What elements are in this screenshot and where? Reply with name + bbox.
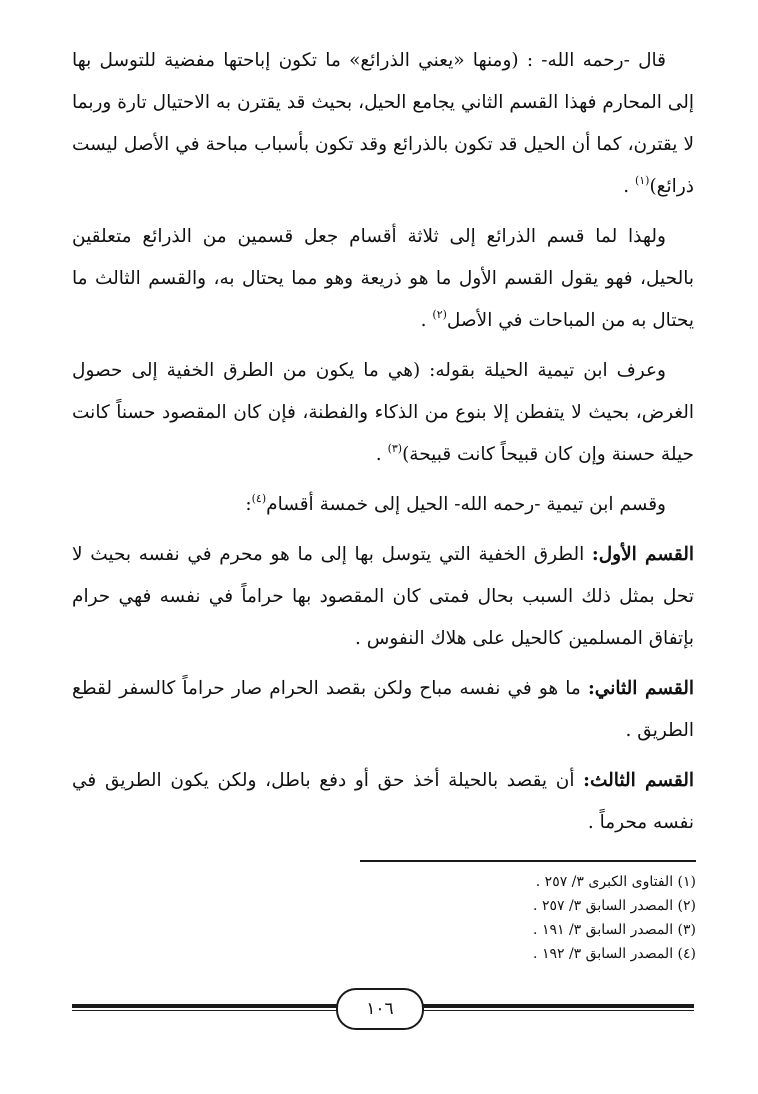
- footnote-ref-4[interactable]: (٤): [251, 492, 267, 505]
- text-run: أن يقصد بالحيلة أخذ حق أو دفع باطل، ولكن يكون الطريق في نفسه محرماً .: [72, 770, 694, 833]
- paragraph-five-divisions: [72, 484, 694, 526]
- paragraph-dharai-division: [72, 216, 694, 342]
- division-heading: القسم الثاني:: [587, 678, 694, 699]
- page-number: ١٠٦: [336, 988, 424, 1030]
- footnote-ref-2[interactable]: (٢): [432, 308, 447, 321]
- division-heading: القسم الأول:: [591, 544, 694, 565]
- footnote-4: (٤) المصدر السابق ٣/ ١٩٢ .: [533, 946, 696, 962]
- footnote-separator: [360, 860, 696, 862]
- footnote-3: (٣) المصدر السابق ٣/ ١٩١ .: [533, 922, 696, 938]
- text-run: قال -رحمه الله- : (ومنها «يعني الذرائع» ما تكون إباحتها مفضية للتوسل بها إلى المحارم فهذا القسم الثاني يجامع الحيل، بحيث قد يقترن به الاحتيال تارة وربما لا يقترن، كما أن الحيل قد تكون بالذرائع وقد تكون بأسباب مباحة في الأصل ليست ذرائع): [72, 50, 694, 197]
- text-run: ما هو في نفسه مباح ولكن بقصد الحرام صار حراماً كالسفر لقطع الطريق .: [72, 678, 694, 741]
- text-run: الطرق الخفية التي يتوسل بها إلى ما هو محرم في نفسه بحيث لا تحل بمثل ذلك السبب بحال فمتى كان المقصود بها حراماً في نفسه فهي حرام بإتفاق المسلمين كالحيل على هلاك النفوس .: [72, 544, 694, 649]
- footnote-2: (٢) المصدر السابق ٣/ ٢٥٧ .: [533, 898, 696, 914]
- footnotes: [300, 870, 696, 966]
- paragraph-first-division: [72, 534, 694, 660]
- text-run: وقسم ابن تيمية -رحمه الله- الحيل إلى خمسة أقسام: [266, 494, 666, 515]
- footnote-ref-1[interactable]: (١): [634, 174, 650, 187]
- main-text: [72, 40, 694, 852]
- text-run: :: [245, 494, 252, 515]
- paragraph-third-division: [72, 760, 694, 844]
- text-run: .: [623, 176, 635, 197]
- text-run: .: [420, 310, 433, 331]
- paragraph-quote-dharai: [72, 40, 694, 208]
- text-run: ولهذا لما قسم الذرائع إلى ثلاثة أقسام جعل قسمين من الذرائع متعلقين بالحيل، فهو يقول القسم الأول ما هو ذريعة وهو مما يحتال به، والقسم الثالث ما يحتال به من المباحات في الأصل: [72, 226, 694, 331]
- division-heading: القسم الثالث:: [583, 770, 694, 791]
- footnote-ref-3[interactable]: (٣): [387, 442, 403, 455]
- paragraph-hila-definition: [72, 350, 694, 476]
- text-run: .: [375, 444, 388, 465]
- footnote-1: (١) الفتاوى الكبرى ٣/ ٢٥٧ .: [535, 874, 696, 890]
- paragraph-second-division: [72, 668, 694, 752]
- text-run: وعرف ابن تيمية الحيلة بقوله: (هي ما يكون من الطرق الخفية إلى حصول الغرض، بحيث لا يتفطن إلا بنوع من الذكاء والفطنة، فإن كان المقصود حسناً كانت حيلة حسنة وإن كان قبيحاً كانت قبيحة): [72, 360, 694, 465]
